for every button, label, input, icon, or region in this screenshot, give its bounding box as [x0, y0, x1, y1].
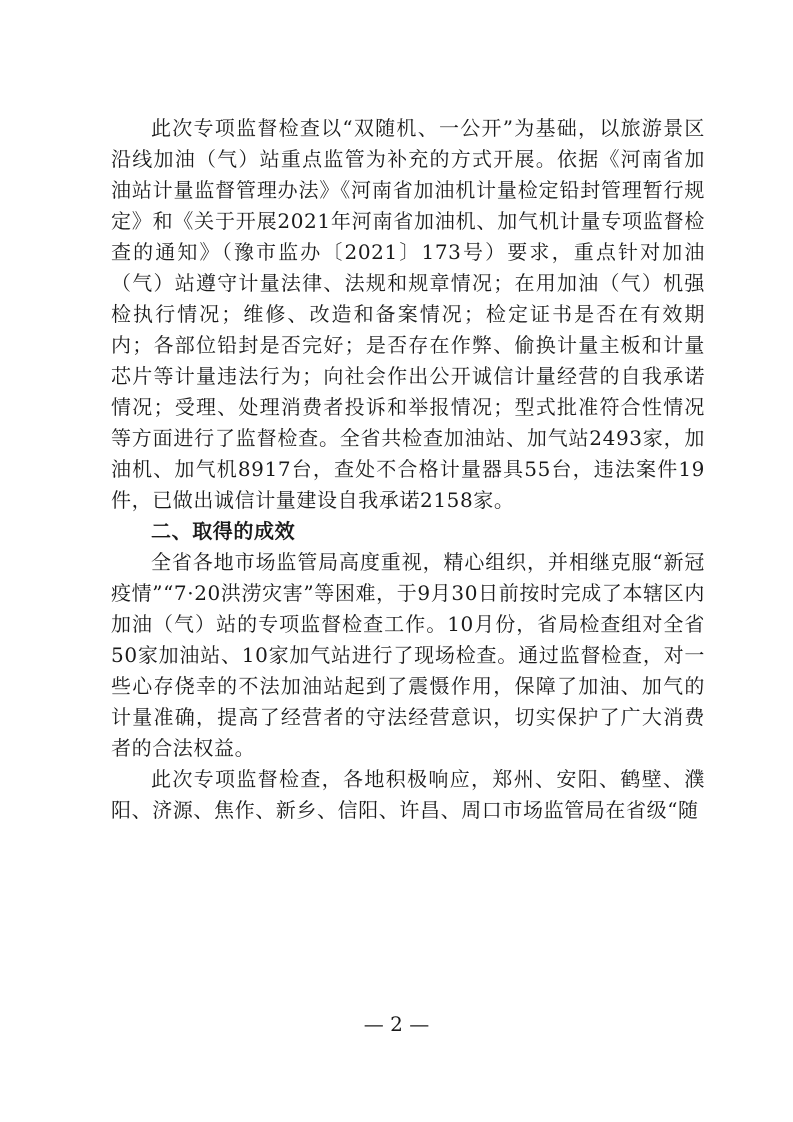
page-number: — 2 — — [363, 1012, 430, 1036]
section-heading-results: 二、取得的成效 — [151, 519, 296, 543]
document-body — [111, 113, 705, 826]
paragraph-local-response: 此次专项监督检查，各地积极响应，郑州、安阳、鹤壁、濮阳、济源、焦作、新乡、信阳、许昌、周口市场监管局在省级“随 — [111, 767, 705, 822]
paragraph-results: 全省各地市场监管局高度重视，精心组织，并相继克服“新冠疫情”“7·20洪涝灾害”等困难，于9月30日前按时完成了本辖区内加油（气）站的专项监督检查工作。10月份，省局检查组对全省50家加油站、10家加气站进行了现场检查。通过监督检查，对一些心存侥幸的不法加油站起到了震慑作用，保障了加油、加气的计量准确，提高了经营者的守法经营意识，切实保护了广大消费者的合法权益。 — [111, 550, 705, 760]
paragraph-inspection-method: 此次专项监督检查以“双随机、一公开”为基础，以旅游景区沿线加油（气）站重点监管为补充的方式开展。依据《河南省加油站计量监督管理办法》《河南省加油机计量检定铅封管理暂行规定》和《关于开展2021年河南省加油机、加气机计量专项监督检查的通知》（豫市监办〔2021〕173号）要求，重点针对加油（气）站遵守计量法律、法规和规章情况；在用加油（气）机强检执行情况；维修、改造和备案情况；检定证书是否在有效期内；各部位铅封是否完好；是否存在作弊、偷换计量主板和计量芯片等计量违法行为；向社会作出公开诚信计量经营的自我承诺情况；受理、处理消费者投诉和举报情况；型式批准符合性情况等方面进行了监督检查。全省共检查加油站、加气站2493家，加油机、加气机8917台，查处不合格计量器具55台，违法案件19件，已做出诚信计量建设自我承诺2158家。 — [111, 116, 705, 512]
